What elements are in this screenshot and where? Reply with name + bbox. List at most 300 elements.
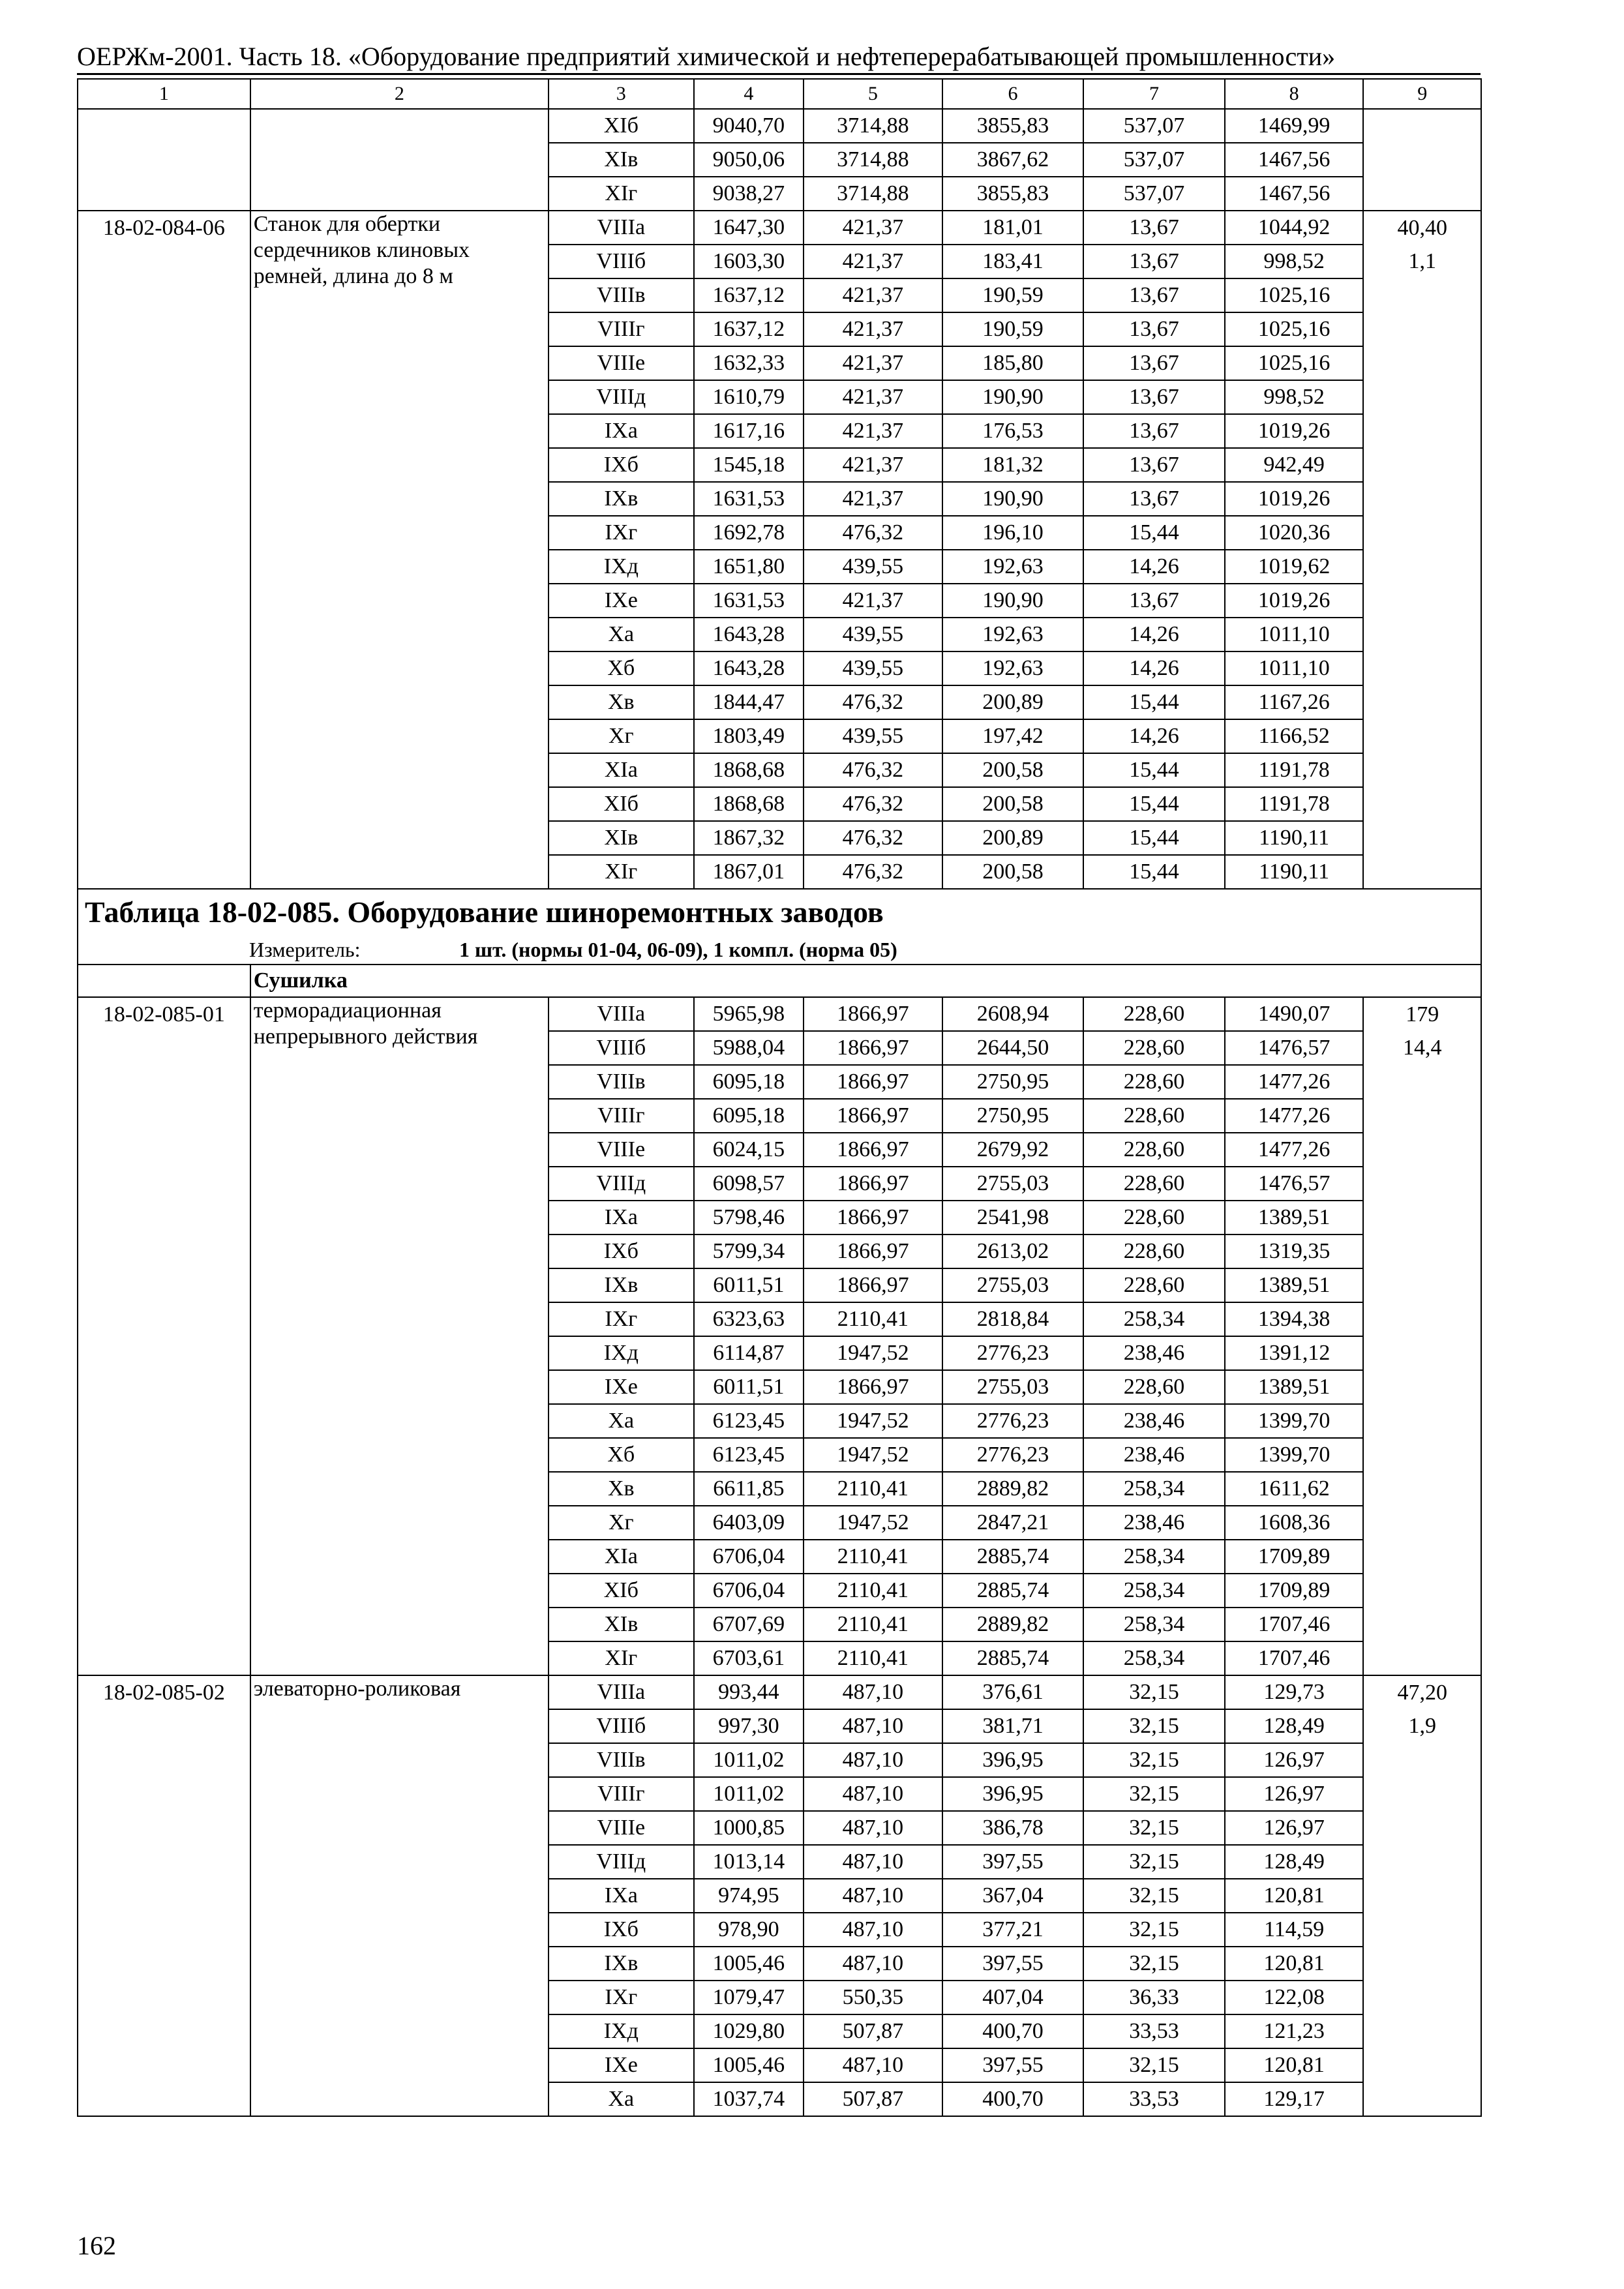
norm-code-cell (78, 1879, 250, 1913)
zone-cell: XIб (549, 1574, 694, 1608)
materials-cost-cell: 1477,26 (1225, 1133, 1364, 1167)
norm-code-cell (78, 821, 250, 855)
wages-cell: 487,10 (804, 2048, 942, 2082)
machinist-wages-cell: 238,46 (1083, 1404, 1225, 1438)
table-body-085 (78, 997, 1481, 2116)
machine-cost-cell: 400,70 (942, 2014, 1084, 2048)
machinist-wages-cell: 13,67 (1083, 482, 1225, 516)
labor-cell (1363, 1268, 1481, 1302)
total-cost-cell: 1610,79 (694, 380, 804, 414)
total-cost-cell: 6011,51 (694, 1370, 804, 1404)
norm-code-cell (78, 1981, 250, 2014)
labor-cell (1363, 1133, 1481, 1167)
table-title-row (78, 889, 1481, 935)
zone-cell: VIIIг (549, 1777, 694, 1811)
machine-cost-cell: 200,89 (942, 821, 1084, 855)
machinist-wages-cell: 13,67 (1083, 245, 1225, 278)
zone-cell: IХд (549, 2014, 694, 2048)
labor-cell (1363, 1404, 1481, 1438)
machine-cost-cell: 2889,82 (942, 1472, 1084, 1506)
wages-cell: 439,55 (804, 550, 942, 584)
machinist-wages-cell: 13,67 (1083, 414, 1225, 448)
materials-cost-cell: 1467,56 (1225, 143, 1364, 177)
labor-cell (1363, 821, 1481, 855)
machinist-wages-cell: 14,26 (1083, 719, 1225, 753)
labor-cell (1363, 1947, 1481, 1981)
norm-code-cell (78, 1065, 250, 1099)
machinist-wages-cell: 228,60 (1083, 1268, 1225, 1302)
norm-code-cell (78, 1540, 250, 1574)
wages-cell: 2110,41 (804, 1472, 942, 1506)
total-cost-cell: 1844,47 (694, 685, 804, 719)
zone-cell: IХв (549, 482, 694, 516)
total-cost-cell: 1651,80 (694, 550, 804, 584)
machinist-wages-cell: 228,60 (1083, 1167, 1225, 1201)
total-cost-cell: 6095,18 (694, 1099, 804, 1133)
machine-cost-cell: 2750,95 (942, 1099, 1084, 1133)
labor-cell (1363, 414, 1481, 448)
machinist-wages-cell: 228,60 (1083, 1065, 1225, 1099)
labor-cell (1363, 1065, 1481, 1099)
wages-cell: 476,32 (804, 516, 942, 550)
machine-cost-cell: 2885,74 (942, 1641, 1084, 1675)
norm-code-cell (78, 177, 250, 211)
norm-code-cell: 18-02-085-02 (78, 1675, 250, 1709)
measure-cell (78, 935, 1481, 965)
labor-cell (1363, 1913, 1481, 1947)
total-cost-cell: 9040,70 (694, 109, 804, 143)
wages-cell: 1866,97 (804, 1268, 942, 1302)
norm-code-cell (78, 278, 250, 312)
materials-cost-cell: 1477,26 (1225, 1099, 1364, 1133)
zone-cell: VIIIв (549, 278, 694, 312)
wages-cell: 476,32 (804, 821, 942, 855)
total-cost-cell: 6403,09 (694, 1506, 804, 1540)
column-number: 2 (250, 79, 549, 109)
machinist-wages-cell: 32,15 (1083, 2048, 1225, 2082)
machine-cost-cell: 386,78 (942, 1811, 1084, 1845)
subheading: Сушилка (250, 965, 1481, 997)
norm-code-cell (78, 1438, 250, 1472)
total-cost-cell: 1867,32 (694, 821, 804, 855)
machine-cost-cell: 2608,94 (942, 997, 1084, 1031)
machine-cost-cell: 2818,84 (942, 1302, 1084, 1336)
machinist-wages-cell: 537,07 (1083, 109, 1225, 143)
machine-cost-cell: 376,61 (942, 1675, 1084, 1709)
materials-cost-cell: 1019,26 (1225, 414, 1364, 448)
header-rule (77, 73, 1481, 75)
wages-cell: 3714,88 (804, 177, 942, 211)
zone-cell: IХе (549, 584, 694, 618)
machinist-wages-cell: 258,34 (1083, 1302, 1225, 1336)
wages-cell: 476,32 (804, 855, 942, 889)
machinist-wages-cell: 13,67 (1083, 346, 1225, 380)
norm-code-cell (78, 1234, 250, 1268)
materials-cost-cell: 1467,56 (1225, 177, 1364, 211)
materials-cost-cell: 1025,16 (1225, 312, 1364, 346)
machinist-wages-cell: 32,15 (1083, 1811, 1225, 1845)
total-cost-cell: 1079,47 (694, 1981, 804, 2014)
wages-cell: 1866,97 (804, 1234, 942, 1268)
total-cost-cell: 6024,15 (694, 1133, 804, 1167)
materials-cost-cell: 998,52 (1225, 245, 1364, 278)
machine-cost-cell: 185,80 (942, 346, 1084, 380)
machine-cost-cell: 192,63 (942, 550, 1084, 584)
total-cost-cell: 6098,57 (694, 1167, 804, 1201)
materials-cost-cell: 1709,89 (1225, 1540, 1364, 1574)
total-cost-cell: 1868,68 (694, 787, 804, 821)
machine-cost-cell: 196,10 (942, 516, 1084, 550)
subheading-code-cell (78, 965, 250, 997)
norm-code-cell (78, 1167, 250, 1201)
wages-cell: 476,32 (804, 753, 942, 787)
norm-code-cell (78, 1336, 250, 1370)
total-cost-cell: 1005,46 (694, 1947, 804, 1981)
zone-cell: IХб (549, 448, 694, 482)
labor-cell: 1,1 (1363, 245, 1481, 278)
machine-cost-cell: 2755,03 (942, 1167, 1084, 1201)
norm-code-cell (78, 1099, 250, 1133)
labor-cell (1363, 346, 1481, 380)
wages-cell: 487,10 (804, 1811, 942, 1845)
labor-cell (1363, 1506, 1481, 1540)
wages-cell: 507,87 (804, 2082, 942, 2116)
labor-cell (1363, 550, 1481, 584)
wages-cell: 487,10 (804, 1947, 942, 1981)
zone-cell: VIIIе (549, 346, 694, 380)
machinist-wages-cell: 238,46 (1083, 1336, 1225, 1370)
materials-cost-cell: 1011,10 (1225, 651, 1364, 685)
machinist-wages-cell: 13,67 (1083, 211, 1225, 245)
norm-code-cell (78, 482, 250, 516)
machine-cost-cell: 176,53 (942, 414, 1084, 448)
machinist-wages-cell: 13,67 (1083, 278, 1225, 312)
materials-cost-cell: 1707,46 (1225, 1608, 1364, 1641)
machinist-wages-cell: 32,15 (1083, 1743, 1225, 1777)
norm-code-cell (78, 1404, 250, 1438)
total-cost-cell: 5798,46 (694, 1201, 804, 1234)
wages-cell: 1866,97 (804, 1099, 942, 1133)
norm-code-cell (78, 143, 250, 177)
materials-cost-cell: 1019,26 (1225, 584, 1364, 618)
table-row (78, 1675, 1481, 1709)
machine-cost-cell: 397,55 (942, 2048, 1084, 2082)
machine-cost-cell: 2776,23 (942, 1336, 1084, 1370)
labor-cell (1363, 448, 1481, 482)
wages-cell: 1866,97 (804, 997, 942, 1031)
norm-code-cell (78, 1845, 250, 1879)
norm-code-cell (78, 719, 250, 753)
materials-cost-cell: 1477,26 (1225, 1065, 1364, 1099)
page-number: 162 (77, 2231, 116, 2260)
machine-cost-cell: 400,70 (942, 2082, 1084, 2116)
machinist-wages-cell: 15,44 (1083, 787, 1225, 821)
zone-cell: VIIIв (549, 1743, 694, 1777)
norm-code-cell (78, 1608, 250, 1641)
zone-cell: VIIIд (549, 1167, 694, 1201)
machine-cost-cell: 396,95 (942, 1777, 1084, 1811)
zone-cell: VIIIв (549, 1065, 694, 1099)
total-cost-cell: 1617,16 (694, 414, 804, 448)
total-cost-cell: 1029,80 (694, 2014, 804, 2048)
wages-cell: 439,55 (804, 618, 942, 651)
machinist-wages-cell: 15,44 (1083, 685, 1225, 719)
machine-cost-cell: 2644,50 (942, 1031, 1084, 1065)
table-row (78, 997, 1481, 1031)
machine-cost-cell: 2750,95 (942, 1065, 1084, 1099)
total-cost-cell: 6611,85 (694, 1472, 804, 1506)
machine-cost-cell: 396,95 (942, 1743, 1084, 1777)
wages-cell: 2110,41 (804, 1302, 942, 1336)
zone-cell: VIIIа (549, 211, 694, 245)
materials-cost-cell: 1476,57 (1225, 1167, 1364, 1201)
wages-cell: 1866,97 (804, 1031, 942, 1065)
machinist-wages-cell: 15,44 (1083, 821, 1225, 855)
labor-cell (1363, 1777, 1481, 1811)
machinist-wages-cell: 258,34 (1083, 1641, 1225, 1675)
machine-cost-cell: 381,71 (942, 1709, 1084, 1743)
total-cost-cell: 6323,63 (694, 1302, 804, 1336)
labor-cell (1363, 2014, 1481, 2048)
materials-cost-cell: 1190,11 (1225, 821, 1364, 855)
machinist-wages-cell: 13,67 (1083, 584, 1225, 618)
zone-cell: XIб (549, 787, 694, 821)
materials-cost-cell: 1394,38 (1225, 1302, 1364, 1336)
materials-cost-cell: 1190,11 (1225, 855, 1364, 889)
labor-cell: 47,20 (1363, 1675, 1481, 1709)
norm-code-cell (78, 2014, 250, 2048)
labor-cell: 1,9 (1363, 1709, 1481, 1743)
norm-code-cell (78, 1268, 250, 1302)
machinist-wages-cell: 13,67 (1083, 312, 1225, 346)
total-cost-cell: 1011,02 (694, 1777, 804, 1811)
labor-cell (1363, 753, 1481, 787)
zone-cell: Хг (549, 1506, 694, 1540)
machine-cost-cell: 2679,92 (942, 1133, 1084, 1167)
labor-cell (1363, 516, 1481, 550)
materials-cost-cell: 122,08 (1225, 1981, 1364, 2014)
materials-cost-cell: 1044,92 (1225, 211, 1364, 245)
norm-code-cell (78, 618, 250, 651)
labor-cell (1363, 109, 1481, 143)
wages-cell: 1866,97 (804, 1370, 942, 1404)
wages-cell: 421,37 (804, 346, 942, 380)
labor-cell (1363, 482, 1481, 516)
materials-cost-cell: 120,81 (1225, 2048, 1364, 2082)
zone-cell: IХа (549, 414, 694, 448)
zone-cell: XIг (549, 1641, 694, 1675)
norm-code-cell (78, 1506, 250, 1540)
zone-cell: XIа (549, 753, 694, 787)
norm-description (250, 109, 549, 211)
table-row (78, 211, 1481, 245)
machine-cost-cell: 397,55 (942, 1947, 1084, 1981)
zone-cell: VIIIг (549, 1099, 694, 1133)
norm-code-cell (78, 685, 250, 719)
zone-cell: XIб (549, 109, 694, 143)
norm-code-cell (78, 1777, 250, 1811)
norm-code-cell (78, 2048, 250, 2082)
total-cost-cell: 6123,45 (694, 1438, 804, 1472)
total-cost-cell: 5988,04 (694, 1031, 804, 1065)
total-cost-cell: 6095,18 (694, 1065, 804, 1099)
labor-cell (1363, 1438, 1481, 1472)
materials-cost-cell: 1399,70 (1225, 1404, 1364, 1438)
total-cost-cell: 1643,28 (694, 651, 804, 685)
machine-cost-cell: 367,04 (942, 1879, 1084, 1913)
wages-cell: 2110,41 (804, 1641, 942, 1675)
machinist-wages-cell: 258,34 (1083, 1608, 1225, 1641)
materials-cost-cell: 1490,07 (1225, 997, 1364, 1031)
materials-cost-cell: 1019,62 (1225, 550, 1364, 584)
norm-code-cell (78, 1031, 250, 1065)
total-cost-cell: 1632,33 (694, 346, 804, 380)
total-cost-cell: 1013,14 (694, 1845, 804, 1879)
zone-cell: IХа (549, 1879, 694, 1913)
total-cost-cell: 5965,98 (694, 997, 804, 1031)
column-number: 1 (78, 79, 250, 109)
norm-code-cell (78, 753, 250, 787)
zone-cell: XIа (549, 1540, 694, 1574)
machine-cost-cell: 2541,98 (942, 1201, 1084, 1234)
total-cost-cell: 1637,12 (694, 278, 804, 312)
machine-cost-cell: 2889,82 (942, 1608, 1084, 1641)
zone-cell: IХв (549, 1947, 694, 1981)
machine-cost-cell: 190,59 (942, 312, 1084, 346)
labor-cell (1363, 1540, 1481, 1574)
subheading-row (78, 965, 1481, 997)
total-cost-cell: 978,90 (694, 1913, 804, 1947)
machinist-wages-cell: 228,60 (1083, 1370, 1225, 1404)
labor-cell (1363, 1811, 1481, 1845)
materials-cost-cell: 1389,51 (1225, 1268, 1364, 1302)
labor-cell (1363, 1879, 1481, 1913)
total-cost-cell: 6011,51 (694, 1268, 804, 1302)
machinist-wages-cell: 537,07 (1083, 177, 1225, 211)
column-number: 6 (942, 79, 1084, 109)
zone-cell: IХе (549, 1370, 694, 1404)
wages-cell: 1947,52 (804, 1506, 942, 1540)
machine-cost-cell: 3855,83 (942, 177, 1084, 211)
zone-cell: XIг (549, 855, 694, 889)
machinist-wages-cell: 15,44 (1083, 855, 1225, 889)
norm-code-cell (78, 1947, 250, 1981)
machine-cost-cell: 200,89 (942, 685, 1084, 719)
labor-cell (1363, 1608, 1481, 1641)
machinist-wages-cell: 32,15 (1083, 1675, 1225, 1709)
wages-cell: 1947,52 (804, 1438, 942, 1472)
norm-code-cell (78, 1574, 250, 1608)
norm-code-cell (78, 414, 250, 448)
column-number: 4 (694, 79, 804, 109)
labor-cell (1363, 278, 1481, 312)
labor-cell (1363, 1167, 1481, 1201)
wages-cell: 1866,97 (804, 1133, 942, 1167)
norm-code-cell (78, 109, 250, 143)
materials-cost-cell: 1166,52 (1225, 719, 1364, 753)
zone-cell: IХв (549, 1268, 694, 1302)
zone-cell: IХб (549, 1234, 694, 1268)
total-cost-cell: 6123,45 (694, 1404, 804, 1438)
total-cost-cell: 1603,30 (694, 245, 804, 278)
materials-cost-cell: 998,52 (1225, 380, 1364, 414)
norm-code-cell (78, 380, 250, 414)
materials-cost-cell: 1319,35 (1225, 1234, 1364, 1268)
total-cost-cell: 1803,49 (694, 719, 804, 753)
labor-cell (1363, 855, 1481, 889)
wages-cell: 2110,41 (804, 1608, 942, 1641)
machinist-wages-cell: 36,33 (1083, 1981, 1225, 2014)
machine-cost-cell: 192,63 (942, 651, 1084, 685)
machinist-wages-cell: 33,53 (1083, 2082, 1225, 2116)
labor-cell (1363, 1099, 1481, 1133)
wages-cell: 439,55 (804, 719, 942, 753)
zone-cell: VIIIб (549, 1709, 694, 1743)
wages-cell: 421,37 (804, 312, 942, 346)
table-085-heading (78, 889, 1481, 997)
labor-cell (1363, 312, 1481, 346)
wages-cell: 476,32 (804, 787, 942, 821)
measure-value: 1 шт. (нормы 01-04, 06-09), 1 компл. (норма 05) (459, 938, 897, 961)
wages-cell: 421,37 (804, 278, 942, 312)
wages-cell: 439,55 (804, 651, 942, 685)
labor-cell (1363, 1574, 1481, 1608)
materials-cost-cell: 1389,51 (1225, 1201, 1364, 1234)
labor-cell (1363, 719, 1481, 753)
total-cost-cell: 1011,02 (694, 1743, 804, 1777)
labor-cell (1363, 1743, 1481, 1777)
zone-cell: VIIIе (549, 1133, 694, 1167)
materials-cost-cell: 1191,78 (1225, 753, 1364, 787)
zone-cell: IХг (549, 516, 694, 550)
norm-description: Станок для обертки сердечников клиновых ремней, длина до 8 м (250, 211, 549, 889)
wages-cell: 476,32 (804, 685, 942, 719)
materials-cost-cell: 128,49 (1225, 1845, 1364, 1879)
labor-cell (1363, 618, 1481, 651)
materials-cost-cell: 1025,16 (1225, 346, 1364, 380)
zone-cell: Хб (549, 651, 694, 685)
total-cost-cell: 993,44 (694, 1675, 804, 1709)
materials-cost-cell: 1011,10 (1225, 618, 1364, 651)
column-number: 9 (1363, 79, 1481, 109)
machine-cost-cell: 2755,03 (942, 1370, 1084, 1404)
machinist-wages-cell: 32,15 (1083, 1947, 1225, 1981)
machine-cost-cell: 407,04 (942, 1981, 1084, 2014)
machinist-wages-cell: 14,26 (1083, 651, 1225, 685)
materials-cost-cell: 126,97 (1225, 1743, 1364, 1777)
wages-cell: 1866,97 (804, 1065, 942, 1099)
norm-code-cell (78, 1709, 250, 1743)
total-cost-cell: 1005,46 (694, 2048, 804, 2082)
machine-cost-cell: 200,58 (942, 855, 1084, 889)
norm-code-cell (78, 584, 250, 618)
wages-cell: 1947,52 (804, 1404, 942, 1438)
materials-cost-cell: 120,81 (1225, 1879, 1364, 1913)
zone-cell: VIIIг (549, 312, 694, 346)
total-cost-cell: 6703,61 (694, 1641, 804, 1675)
wages-cell: 487,10 (804, 1879, 942, 1913)
zone-cell: VIIIд (549, 380, 694, 414)
materials-cost-cell: 126,97 (1225, 1811, 1364, 1845)
total-cost-cell: 997,30 (694, 1709, 804, 1743)
zone-cell: XIв (549, 143, 694, 177)
total-cost-cell: 6114,87 (694, 1336, 804, 1370)
machinist-wages-cell: 14,26 (1083, 550, 1225, 584)
machine-cost-cell: 2776,23 (942, 1404, 1084, 1438)
wages-cell: 487,10 (804, 1709, 942, 1743)
materials-cost-cell: 1020,36 (1225, 516, 1364, 550)
wages-cell: 3714,88 (804, 143, 942, 177)
